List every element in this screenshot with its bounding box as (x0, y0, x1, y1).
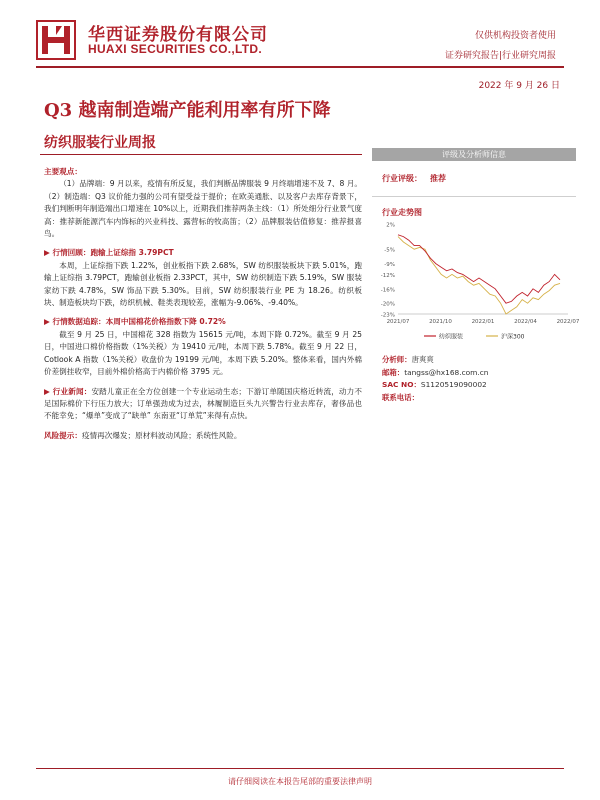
company-name-en: HUAXI SECURITIES CO.,LTD. (88, 42, 262, 56)
industry-news: ▶ 行业新闻：安踏儿童正在全方位创建一个专业运动生态；下游订单随国庆格近转流，动力不足国际棉价下行压力放大；订单强劲成为过去，林履制造巨头九兴警告行业去库存，奢侈品也不能幸免；“爆单”变成了“缺单” 东南亚“订单荒”来得有点快。 (44, 386, 362, 421)
risk-warning: 风险提示：疫情再次爆发；原材料波动风险；系统性风险。 (44, 430, 242, 440)
analyst-info (372, 354, 576, 404)
industry-rating: 行业评级： 推荐 (372, 161, 576, 197)
trend-label: 行业走势图 (382, 208, 422, 217)
data-tracking-text: 截至 9 月 25 日，中国棉花 328 指数为 15615 元/吨，本周下降 0.72%。截至 9 月 25 日，中国进口棉价格指数（1%关税）为 19410 元/吨，本周下跌 5.78%。截至 9 月 22 日，Cotlook A 指数（1%关税）收盘价为 19199 元/吨，本周下跌 5.20%。整体来看，国内外棉价差倒挂收窄，目前外棉价格高于内棉价格 3795 元。 (44, 329, 362, 377)
sidebar (372, 148, 580, 404)
summary-text: （1）品牌端：9 月以来，疫情有所反复，我们判断品牌服装 9 月终端增速不及 7、8 月。（2）制造端：Q3 议价能力强的公司有望受益于提价；在欧美通胀、以及客户去库存背景下，我们判断明年制造端出口增速在 10%以上，近期我们推荐两条主线：（1）所处细分行业景气度高：推荐新能源汽车内饰标的兴业科技、露营标的牧高笛；（2）品牌服装估值修复：推荐报喜鸟。 (44, 179, 362, 239)
legend-label: 纺织服装 (439, 333, 464, 341)
y-tick-label: -20% (380, 301, 395, 308)
x-tick-label: 2021/10 (429, 319, 452, 325)
market-review-text: 本周，上证综指下跌 1.22%，创业板指下跌 2.68%，SW 纺织服装板块下跌 5.01%，跑输上证综指 3.79PCT，跑输创业板指 2.33PCT，其中，SW 纺织制造下跌 5.19%，SW 服装家纺下跌 4.78%，SW 饰品下跌 5.30%。目前，SW 纺织服装行业 PE 为 18.26。纺织板块、制造板块均下跌，纺织机械、鞋类表现较差，涨幅为-9.06%、-9.40%。 (44, 260, 362, 308)
analyst-name: 唐爽爽 (411, 355, 434, 364)
x-tick-label: 2022/01 (471, 319, 495, 325)
email-row: 邮箱：tangss@hx168.com.cn (382, 367, 489, 377)
y-tick-label: -5% (384, 247, 395, 254)
phone-row: 联系电话： (382, 392, 419, 402)
footer-divider (36, 768, 564, 769)
analyst-row: 分析师：唐爽爽 (382, 355, 434, 364)
huaxi-logo (36, 20, 76, 60)
industry-trend-chart (372, 218, 580, 350)
title-divider (40, 154, 362, 155)
series-line (398, 235, 560, 303)
sac-number: S1120519090002 (420, 380, 487, 389)
report-type: 纺织服装行业周报 (44, 135, 156, 151)
y-tick-label: -23% (380, 312, 395, 319)
sac-row: SAC NO：S1120519090002 (382, 380, 487, 389)
x-tick-label: 2021/07 (386, 319, 410, 325)
footer-disclaimer: 请仔细阅读在本报告尾部的重要法律声明 (228, 777, 372, 786)
data-tracking-heading: ▶ 行情数据追踪：本周中国棉花价格指数下降 0.72% (44, 317, 226, 327)
market-review-heading: ▶ 行情回顾：跑输上证综指 3.79PCT (44, 248, 174, 258)
report-title: Q3 越南制造端产能利用率有所下降 (44, 100, 331, 121)
report-date: 2022 年 9 月 26 日 (478, 81, 560, 91)
main-content (44, 166, 362, 442)
x-tick-label: 2022/07 (556, 319, 580, 325)
x-tick-label: 2022/04 (514, 319, 537, 325)
header-divider (36, 66, 564, 68)
audience-note: 仅供机构投资者使用 (474, 31, 556, 41)
y-tick-label: -16% (380, 287, 395, 294)
report-category: 证券研究报告|行业研究周报 (444, 51, 556, 61)
y-tick-label: -9% (384, 262, 395, 269)
rating-value: 推荐 (430, 174, 446, 183)
y-tick-label: -12% (380, 272, 395, 279)
legend-label: 沪深300 (501, 333, 525, 341)
analyst-email: tangss@hx168.com.cn (404, 367, 489, 377)
y-tick-label: 2% (386, 222, 395, 229)
company-name-cn: 华西证券股份有限公司 (88, 25, 268, 45)
info-header: 评级及分析师信息 (372, 148, 576, 161)
summary-label: 主要观点： (44, 167, 82, 176)
